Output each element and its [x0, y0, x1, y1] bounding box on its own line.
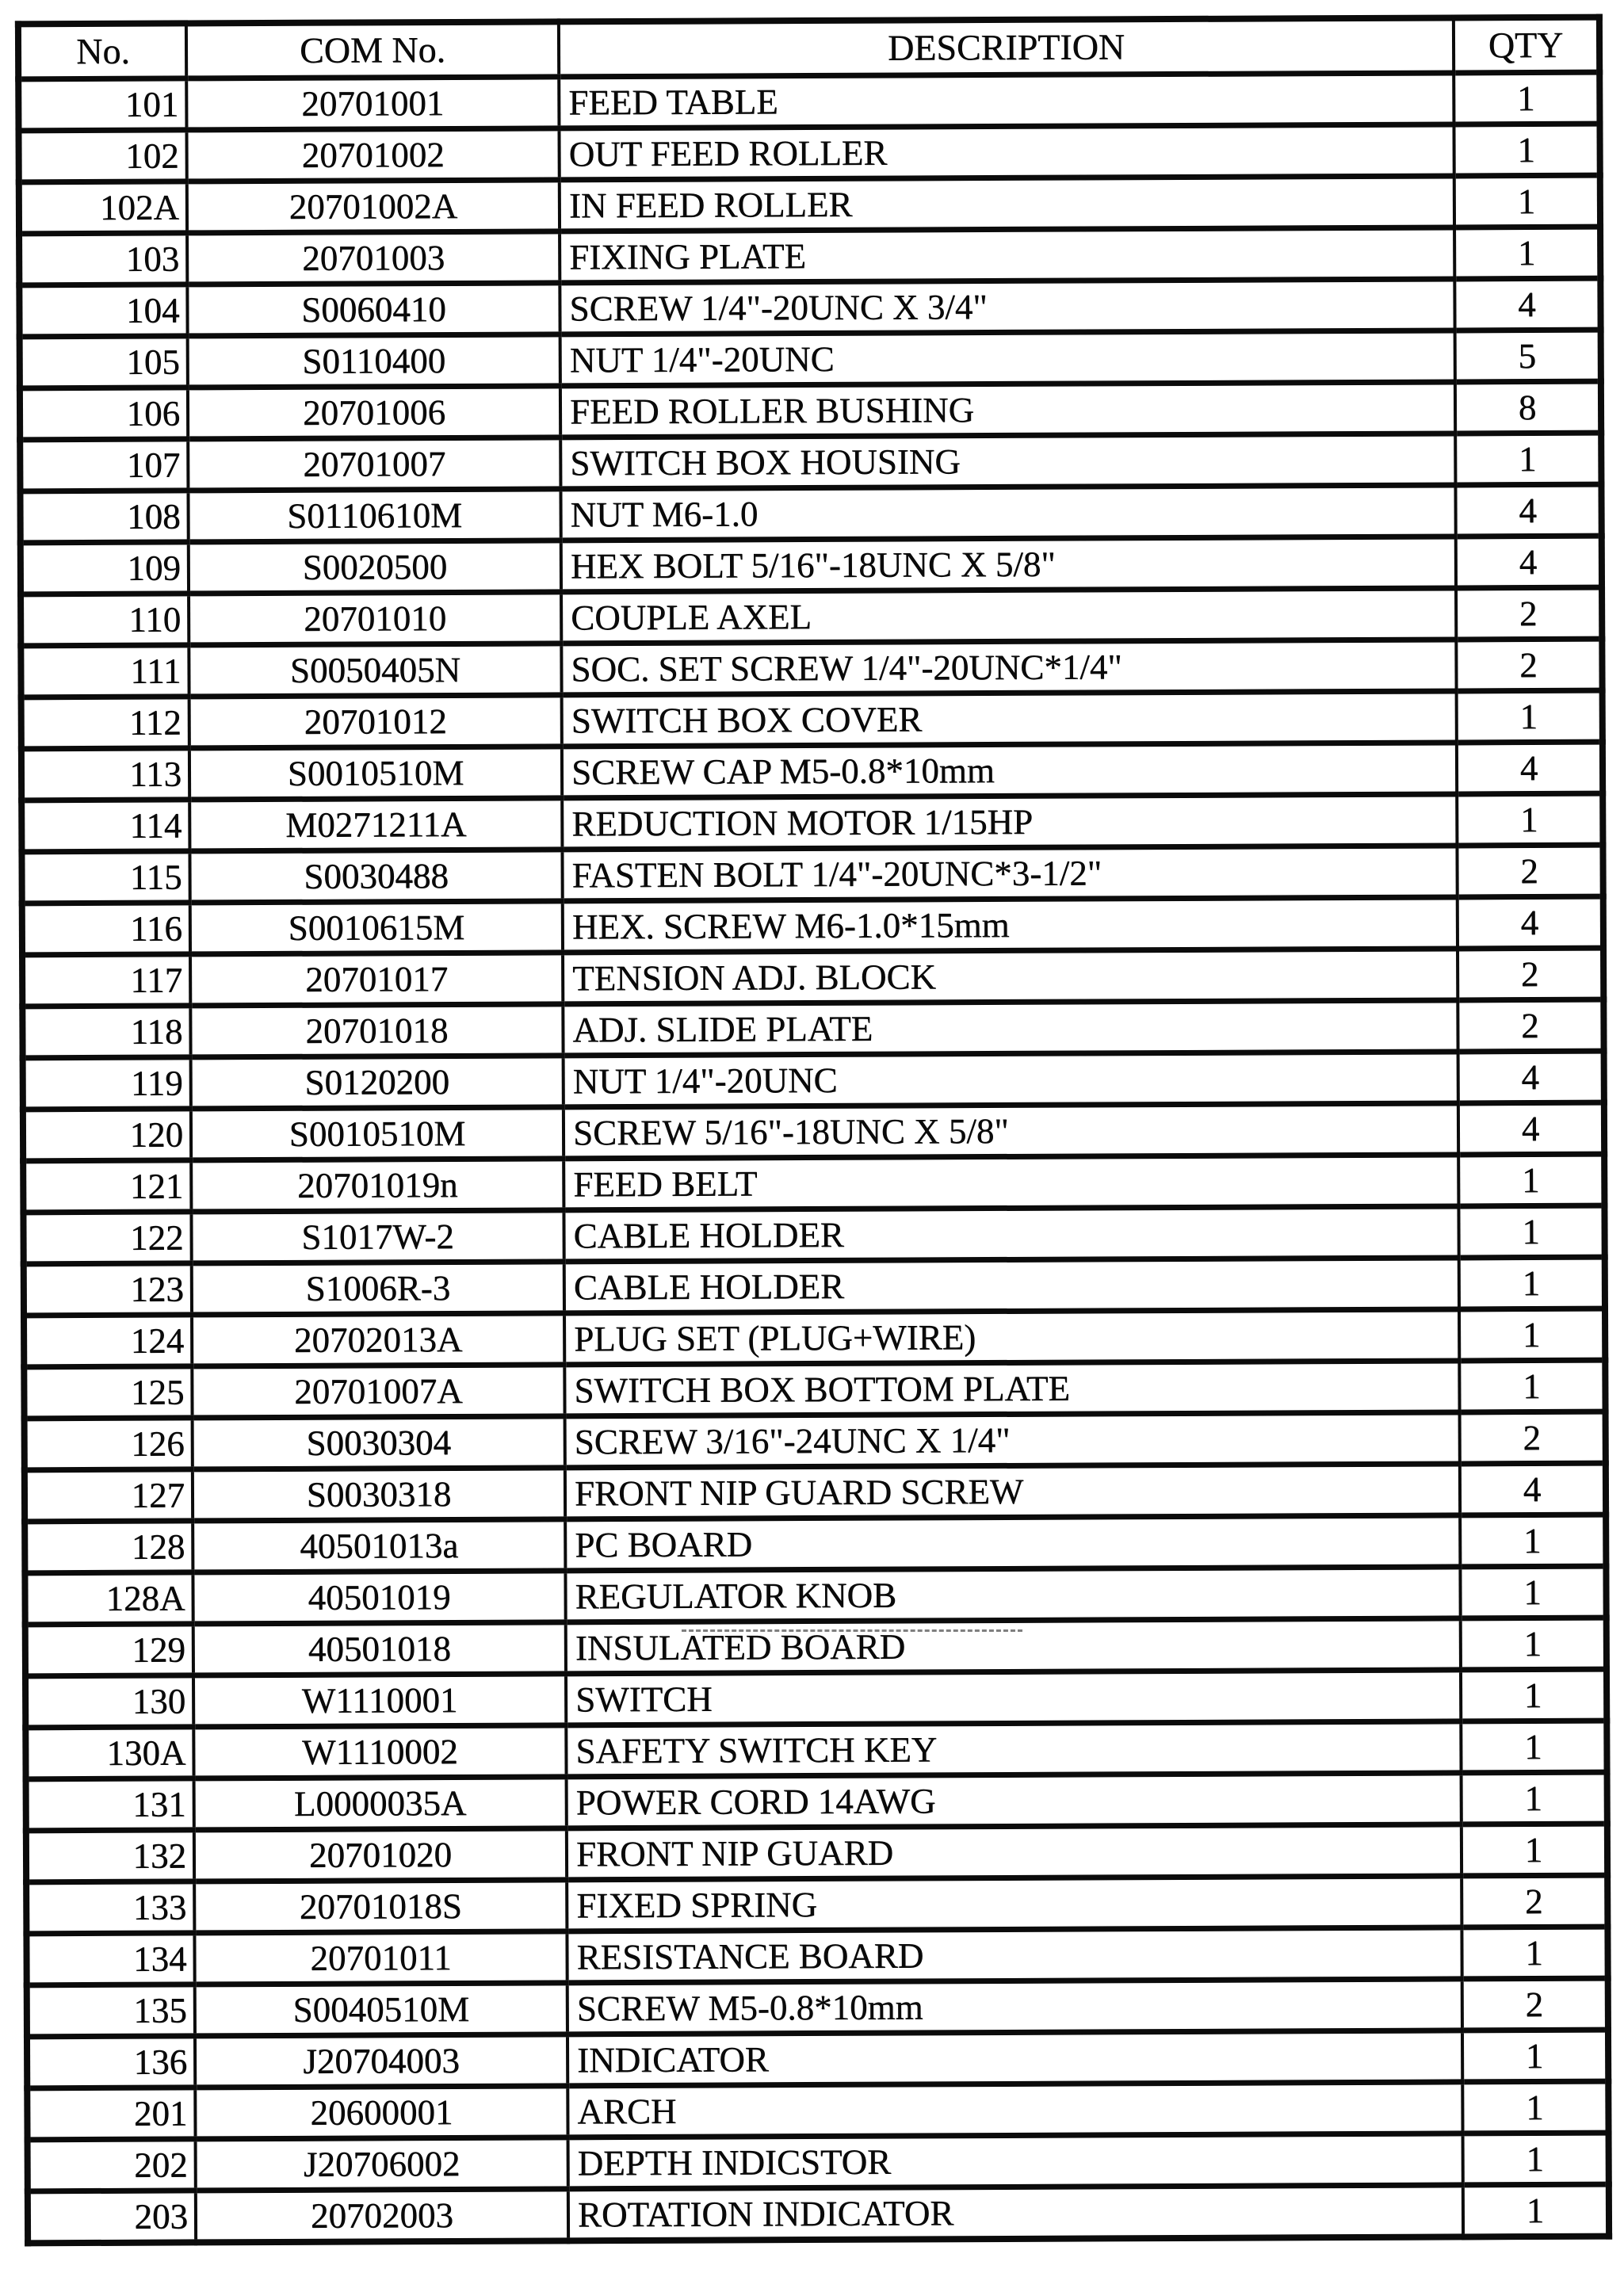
part-no-cell: 128 — [25, 1521, 193, 1573]
part-no-cell: 105 — [20, 336, 188, 388]
qty-cell: 1 — [1462, 2030, 1608, 2082]
table-row — [23, 1051, 1604, 1110]
com-no-cell: 40501013a — [193, 1519, 565, 1572]
qty-cell: 8 — [1455, 381, 1601, 434]
part-no-cell: 119 — [23, 1057, 191, 1110]
part-no-cell: 124 — [24, 1315, 192, 1367]
qty-cell: 1 — [1455, 433, 1601, 485]
qty-cell: 1 — [1454, 124, 1599, 176]
table-row — [22, 948, 1603, 1007]
com-no-cell: 20702003 — [196, 2189, 568, 2243]
qty-cell: 4 — [1454, 278, 1600, 330]
description-cell: NUT 1/4"-20UNC — [560, 330, 1455, 386]
table-row — [18, 124, 1599, 182]
qty-cell: 1 — [1454, 227, 1600, 279]
qty-cell: 2 — [1458, 999, 1603, 1052]
qty-cell: 1 — [1457, 690, 1603, 743]
part-no-cell: 111 — [21, 645, 189, 697]
qty-cell: 1 — [1454, 72, 1599, 124]
table-row — [21, 690, 1603, 749]
table-row — [22, 999, 1603, 1058]
table-row — [24, 1308, 1605, 1367]
description-cell: FEED ROLLER BUSHING — [560, 382, 1455, 437]
part-no-cell: 102A — [19, 181, 187, 234]
qty-cell: 1 — [1463, 2133, 1609, 2185]
table-row — [24, 1360, 1605, 1419]
part-no-cell: 121 — [23, 1160, 191, 1213]
part-no-cell: 107 — [20, 439, 188, 491]
qty-cell: 2 — [1462, 1875, 1607, 1927]
com-no-cell: S0010510M — [191, 1107, 564, 1160]
description-cell: SAFETY SWITCH KEY — [566, 1721, 1461, 1777]
description-cell: FIXED SPRING — [567, 1876, 1462, 1931]
com-no-cell: 20702013A — [192, 1313, 564, 1366]
part-no-cell: 202 — [28, 2139, 196, 2191]
table-row — [21, 845, 1603, 903]
description-cell: INSULATED BOARD — [566, 1618, 1461, 1674]
qty-cell: 1 — [1462, 1772, 1607, 1824]
part-no-cell: 103 — [19, 233, 187, 285]
description-cell: SWITCH BOX BOTTOM PLATE — [564, 1361, 1459, 1416]
com-no-cell: 20701012 — [189, 695, 562, 748]
description-cell: SCREW 1/4"-20UNC X 3/4" — [560, 279, 1454, 334]
qty-cell: 1 — [1458, 1205, 1604, 1258]
description-cell: NUT M6-1.0 — [560, 485, 1455, 541]
description-cell: ADJ. SLIDE PLATE — [563, 1000, 1458, 1056]
table-row — [21, 793, 1603, 852]
table-row — [27, 1978, 1608, 2037]
com-no-cell: 20701020 — [194, 1828, 567, 1881]
part-no-cell: 114 — [21, 800, 189, 852]
com-no-cell: J20706002 — [196, 2137, 568, 2191]
qty-cell: 1 — [1459, 1360, 1605, 1412]
com-no-cell: S1006R-3 — [192, 1262, 564, 1315]
table-row — [21, 587, 1602, 646]
description-cell: FRONT NIP GUARD SCREW — [565, 1464, 1460, 1519]
table-row — [28, 2133, 1609, 2191]
com-no-cell: S0010510M — [189, 747, 562, 800]
com-no-cell: S0120200 — [191, 1056, 564, 1109]
qty-cell: 1 — [1461, 1618, 1607, 1670]
table-row — [20, 433, 1601, 491]
description-cell: OUT FEED ROLLER — [559, 124, 1454, 180]
description-cell: SWITCH BOX COVER — [562, 691, 1457, 747]
qty-cell: 1 — [1459, 1257, 1605, 1309]
part-no-cell: 113 — [21, 748, 189, 800]
table-row — [25, 1618, 1607, 1676]
qty-cell: 4 — [1457, 742, 1603, 794]
qty-cell: 1 — [1460, 1515, 1606, 1567]
table-row — [19, 278, 1600, 337]
table-row — [20, 381, 1601, 440]
com-no-cell: J20704003 — [195, 2034, 567, 2088]
qty-cell: 1 — [1459, 1308, 1605, 1361]
table-row — [21, 536, 1602, 594]
qty-cell: 4 — [1460, 1463, 1606, 1515]
part-no-cell: 127 — [25, 1469, 193, 1522]
description-cell: SCREW 5/16"-18UNC X 5/8" — [564, 1103, 1458, 1159]
part-no-cell: 131 — [26, 1778, 194, 1831]
part-no-cell: 106 — [20, 388, 188, 440]
qty-cell: 4 — [1458, 1102, 1604, 1155]
part-no-cell: 122 — [23, 1212, 191, 1264]
qty-cell: 4 — [1458, 896, 1603, 949]
table-row — [19, 227, 1600, 285]
description-cell: REDUCTION MOTOR 1/15HP — [562, 794, 1457, 850]
com-no-cell: 20701003 — [187, 231, 560, 285]
part-no-cell: 125 — [24, 1366, 192, 1419]
com-no-cell: W1110002 — [193, 1725, 566, 1778]
part-no-cell: 132 — [26, 1830, 194, 1882]
com-no-cell: 20701001 — [186, 77, 559, 130]
qty-cell: 1 — [1463, 2184, 1609, 2237]
table-row — [21, 742, 1603, 800]
table-row — [27, 2081, 1608, 2140]
table-row — [28, 2184, 1609, 2243]
qty-cell: 2 — [1456, 639, 1602, 691]
com-no-cell: S0050405N — [189, 644, 561, 697]
qty-cell: 1 — [1461, 1669, 1607, 1721]
description-cell: CABLE HOLDER — [564, 1206, 1458, 1262]
table-row — [26, 1824, 1607, 1882]
part-no-cell: 110 — [21, 594, 189, 646]
qty-cell: 4 — [1456, 536, 1602, 588]
header-com-no: COM No. — [186, 21, 559, 78]
parts-table-body — [18, 72, 1609, 2243]
com-no-cell: S0020500 — [189, 541, 561, 594]
com-no-cell: M0271211A — [189, 798, 562, 851]
com-no-cell: 20701007 — [188, 437, 560, 491]
description-cell: DEPTH INDICSTOR — [568, 2134, 1463, 2189]
part-no-cell: 136 — [27, 2036, 195, 2088]
qty-cell: 5 — [1455, 330, 1601, 382]
com-no-cell: 20701019n — [191, 1159, 564, 1212]
com-no-cell: 20701006 — [188, 386, 560, 439]
com-no-cell: 20600001 — [195, 2086, 567, 2139]
qty-cell: 1 — [1461, 1721, 1607, 1773]
com-no-cell: S0060410 — [187, 283, 560, 336]
table-row — [25, 1669, 1607, 1728]
table-row — [20, 330, 1601, 388]
qty-cell: 1 — [1462, 1927, 1607, 1979]
table-row — [24, 1257, 1605, 1316]
table-row — [26, 1927, 1607, 1985]
part-no-cell: 201 — [27, 2088, 195, 2140]
qty-cell: 2 — [1456, 587, 1602, 640]
description-cell: SCREW CAP M5-0.8*10mm — [562, 743, 1457, 798]
table-row — [25, 1721, 1607, 1779]
com-no-cell: 20701018 — [190, 1004, 563, 1057]
com-no-cell: 20701002A — [187, 180, 560, 233]
part-no-cell: 112 — [21, 697, 189, 749]
description-cell: PC BOARD — [565, 1515, 1460, 1571]
part-no-cell: 133 — [26, 1881, 194, 1934]
com-no-cell: S0030304 — [193, 1416, 565, 1469]
part-no-cell: 109 — [21, 542, 189, 594]
table-row — [26, 1772, 1607, 1831]
table-row — [23, 1154, 1604, 1213]
description-cell: HEX BOLT 5/16"-18UNC X 5/8" — [561, 537, 1456, 592]
part-no-cell: 116 — [22, 903, 190, 955]
parts-table — [15, 14, 1612, 2247]
com-no-cell: 20701011 — [194, 1931, 567, 1985]
table-row — [22, 896, 1603, 955]
com-no-cell: 20701010 — [189, 592, 561, 645]
description-cell: PLUG SET (PLUG+WIRE) — [564, 1309, 1459, 1365]
part-no-cell: 101 — [18, 78, 186, 131]
description-cell: ARCH — [567, 2082, 1462, 2137]
description-cell: INDICATOR — [567, 2030, 1462, 2086]
table-row — [19, 175, 1600, 234]
description-cell: FRONT NIP GUARD — [567, 1824, 1462, 1880]
com-no-cell: S1017W-2 — [191, 1210, 564, 1263]
description-cell: RESISTANCE BOARD — [567, 1927, 1462, 1983]
qty-cell: 1 — [1462, 1824, 1607, 1876]
com-no-cell: 20701018S — [194, 1880, 567, 1933]
description-cell: IN FEED ROLLER — [560, 176, 1454, 231]
header-description: DESCRIPTION — [559, 17, 1454, 76]
com-no-cell: S0110610M — [188, 489, 560, 542]
com-no-cell: 20701002 — [186, 128, 559, 181]
description-cell: SWITCH BOX HOUSING — [560, 434, 1455, 489]
table-row — [21, 639, 1602, 697]
description-cell: FASTEN BOLT 1/4"-20UNC*3-1/2" — [562, 846, 1457, 901]
description-cell: FIXING PLATE — [560, 227, 1454, 283]
description-cell: SOC. SET SCREW 1/4"-20UNC*1/4" — [561, 640, 1456, 695]
qty-cell: 1 — [1457, 793, 1603, 846]
table-row — [25, 1463, 1606, 1522]
description-cell: FEED TABLE — [559, 73, 1454, 128]
qty-cell: 1 — [1462, 2081, 1608, 2134]
description-cell: HEX. SCREW M6-1.0*15mm — [563, 897, 1458, 953]
part-no-cell: 117 — [22, 954, 190, 1007]
part-no-cell: 130A — [25, 1727, 193, 1779]
table-row — [23, 1102, 1604, 1161]
com-no-cell: L0000035A — [194, 1777, 567, 1830]
description-cell: CABLE HOLDER — [564, 1258, 1459, 1313]
part-no-cell: 123 — [24, 1263, 192, 1316]
part-no-cell: 203 — [28, 2191, 196, 2243]
com-no-cell: S0040510M — [195, 1983, 567, 2036]
table-row — [20, 484, 1601, 543]
table-row — [18, 72, 1599, 131]
com-no-cell: 40501019 — [193, 1571, 565, 1624]
com-no-cell: W1110001 — [193, 1674, 566, 1727]
part-no-cell: 118 — [22, 1006, 190, 1058]
description-cell: FEED BELT — [564, 1155, 1458, 1210]
table-container — [15, 14, 1612, 2247]
qty-cell: 4 — [1455, 484, 1601, 537]
part-no-cell: 104 — [19, 285, 187, 337]
qty-cell: 2 — [1457, 845, 1603, 897]
table-row — [27, 2030, 1608, 2088]
description-cell: SWITCH — [566, 1670, 1461, 1725]
part-no-cell: 129 — [25, 1624, 193, 1676]
table-row — [26, 1875, 1607, 1934]
qty-cell: 2 — [1458, 948, 1603, 1000]
description-cell: COUPLE AXEL — [561, 588, 1456, 644]
qty-cell: 1 — [1460, 1566, 1606, 1618]
part-no-cell: 128A — [25, 1572, 193, 1625]
header-no: No. — [18, 23, 186, 78]
part-no-cell: 102 — [18, 130, 186, 182]
qty-cell: 2 — [1462, 1978, 1608, 2030]
scan-artifact-line — [682, 1629, 1022, 1632]
com-no-cell: 40501018 — [193, 1622, 566, 1675]
description-cell: SCREW 3/16"-24UNC X 1/4" — [565, 1412, 1460, 1468]
description-cell: REGULATOR KNOB — [565, 1567, 1460, 1622]
description-cell: ROTATION INDICATOR — [568, 2185, 1463, 2241]
com-no-cell: S0030318 — [193, 1468, 565, 1521]
com-no-cell: S0030488 — [189, 850, 562, 903]
part-no-cell: 135 — [27, 1985, 195, 2037]
qty-cell: 2 — [1460, 1412, 1606, 1464]
part-no-cell: 126 — [25, 1418, 193, 1470]
qty-cell: 4 — [1458, 1051, 1604, 1103]
part-no-cell: 134 — [26, 1933, 194, 1985]
description-cell: NUT 1/4"-20UNC — [564, 1052, 1458, 1107]
com-no-cell: 20701017 — [190, 953, 563, 1006]
part-no-cell: 120 — [23, 1109, 191, 1161]
part-no-cell: 115 — [21, 851, 189, 903]
header-qty: QTY — [1454, 17, 1599, 73]
description-cell: TENSION ADJ. BLOCK — [563, 949, 1458, 1004]
table-header-row — [18, 17, 1599, 79]
part-no-cell: 130 — [25, 1675, 193, 1728]
part-no-cell: 108 — [20, 491, 188, 543]
com-no-cell: S0110400 — [188, 334, 560, 388]
table-row — [25, 1515, 1606, 1573]
table-row — [25, 1566, 1606, 1625]
qty-cell: 1 — [1458, 1154, 1604, 1206]
com-no-cell: 20701007A — [192, 1365, 564, 1418]
qty-cell: 1 — [1454, 175, 1600, 227]
table-row — [25, 1412, 1606, 1470]
description-cell: POWER CORD 14AWG — [567, 1773, 1462, 1828]
table-row — [23, 1205, 1604, 1264]
description-cell: SCREW M5-0.8*10mm — [567, 1979, 1462, 2034]
com-no-cell: S0010615M — [190, 901, 563, 954]
